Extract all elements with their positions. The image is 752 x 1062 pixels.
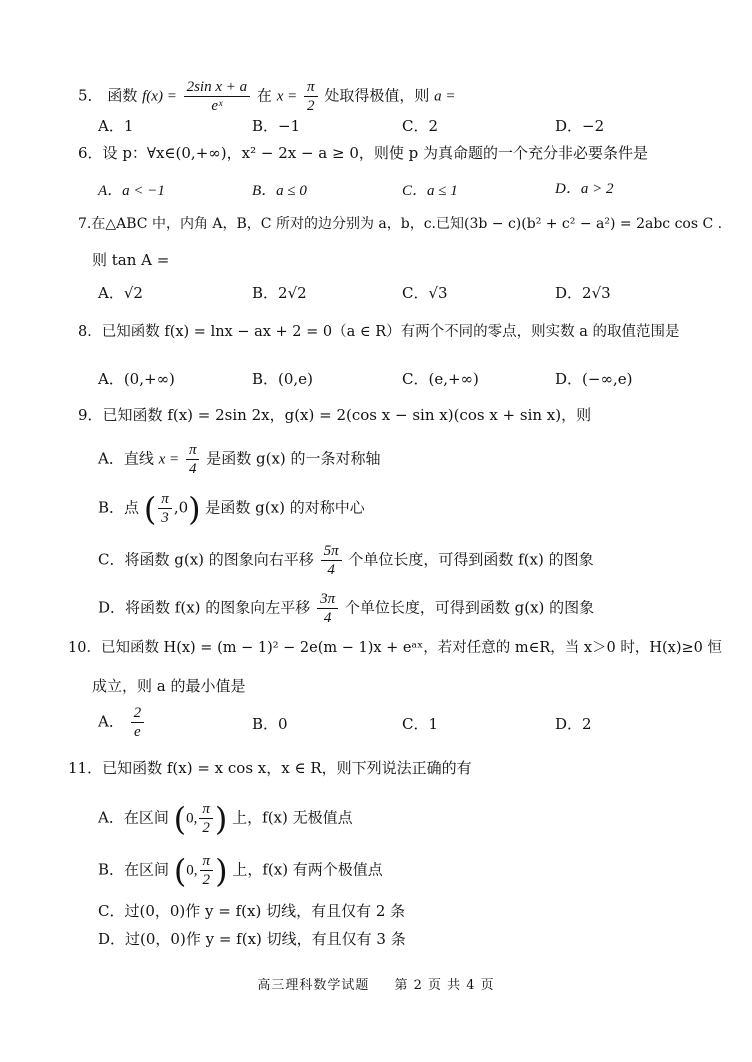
option-c: C．a ≤ 1 — [402, 183, 458, 199]
question-7 — [78, 214, 722, 234]
question-text: 已知函数 H(x) = (m − 1)² − 2e(m − 1)x + eᵃˣ，若对任意的 m∈R，当 x＞0 时，H(x)≥0 恒 — [100, 640, 722, 656]
question-text: 已知函数 f(x) = 2sin 2x，g(x) = 2(cos x − sin x)(cos x + sin x)，则 — [102, 406, 592, 424]
option-d: D．−2 — [555, 117, 605, 135]
left-paren: ( — [173, 799, 187, 838]
option-c: C．过(0，0)作 y = f(x) 切线，有且仅有 2 条 — [98, 902, 406, 920]
fraction — [131, 704, 145, 741]
fraction — [200, 852, 214, 889]
fraction-numerator: π — [158, 490, 172, 509]
question-text: 已知函数 f(x) = lnx − ax + 2 = 0（a ∈ R）有两个不同的零点，则实数 a 的取值范围是 — [101, 324, 680, 340]
fraction-denominator: 3 — [161, 510, 169, 526]
right-paren: ) — [188, 489, 201, 528]
option-text: 个单位长度，可得到函数 g(x) 的图象 — [344, 598, 595, 617]
question-number: 6． — [78, 144, 103, 162]
option-text: A．在区间 — [98, 808, 169, 827]
fraction-denominator: 4 — [188, 461, 197, 477]
option-text: A．直线 — [98, 449, 154, 468]
option-b — [98, 490, 365, 527]
option-text: B．在区间 — [98, 860, 170, 879]
question-number: 9． — [78, 406, 103, 424]
fraction-denominator: e — [134, 724, 141, 740]
option-c: C．1 — [402, 715, 439, 733]
option-a: A．√2 — [98, 284, 143, 302]
fraction-denominator: 2 — [202, 820, 210, 836]
fraction-denominator: 2 — [307, 98, 315, 114]
fraction-denominator: 4 — [323, 610, 332, 626]
question-6 — [78, 143, 648, 163]
option-text: D．将函数 f(x) 的图象向左平移 — [98, 598, 311, 617]
option-c: C．(e,+∞) — [402, 370, 479, 388]
option-b — [98, 852, 383, 889]
question-text: 在 — [256, 86, 272, 105]
fraction — [186, 441, 200, 478]
question-10-cont: 成立，则 a 的最小值是 — [92, 677, 246, 695]
option-a — [98, 800, 353, 837]
option-b: B．a ≤ 0 — [252, 183, 307, 199]
option-b: B．(0,e) — [252, 370, 313, 388]
option-d: D．2 — [555, 715, 592, 733]
fraction-denominator: eˣ — [211, 98, 223, 114]
option-text: 上，f(x) 有两个极值点 — [232, 860, 383, 879]
fraction-numerator: 5π — [321, 542, 342, 561]
fraction-numerator: π — [304, 78, 318, 97]
right-paren: ) — [214, 799, 228, 838]
option-a: A．a < −1 — [98, 183, 165, 199]
math-expr: ,0 — [173, 498, 189, 517]
option-b: B．−1 — [252, 117, 301, 135]
question-number: 10． — [68, 640, 101, 656]
fraction — [304, 78, 318, 115]
option-d: D．(−∞,e) — [555, 370, 633, 388]
page-footer — [0, 974, 752, 993]
fraction-denominator: 4 — [327, 562, 335, 578]
option-text: 是函数 g(x) 的一条对称轴 — [206, 449, 381, 468]
question-text: 已知函数 f(x) = x cos x，x ∈ R，则下列说法正确的有 — [102, 759, 472, 777]
option-a: A．1 — [98, 117, 134, 135]
option-d: D．过(0，0)作 y = f(x) 切线，有且仅有 3 条 — [98, 930, 406, 948]
fraction — [184, 78, 251, 115]
right-paren: ) — [215, 851, 228, 890]
question-text: 函数 — [107, 86, 138, 105]
option-d: D．2√3 — [555, 284, 611, 302]
question-8 — [78, 322, 679, 342]
option-b: B．2√2 — [252, 284, 307, 302]
math-expr: 0, — [186, 810, 198, 827]
option-d: D．a > 2 — [555, 181, 614, 197]
option-d — [98, 590, 594, 627]
question-11 — [68, 758, 472, 778]
math-expr: x = — [158, 451, 180, 468]
question-number: 11． — [68, 759, 103, 777]
option-text: B．点 — [98, 498, 140, 517]
footer-title: 高三理科数学试题 — [257, 978, 370, 993]
fraction-numerator: π — [199, 800, 213, 819]
option-a: A．(0,+∞) — [98, 370, 175, 388]
option-text: 个单位长度，可得到函数 f(x) 的图象 — [348, 550, 594, 569]
question-number: 5． — [78, 86, 103, 105]
question-10 — [68, 638, 722, 658]
math-expr: f(x) = — [142, 88, 177, 105]
fraction — [199, 800, 213, 837]
math-expr: a = — [434, 88, 456, 105]
question-7-cont: 则 tan A = — [92, 251, 170, 269]
math-expr: 0, — [186, 862, 198, 879]
fraction — [321, 542, 342, 579]
math-expr: x = — [276, 88, 298, 105]
question-text: 设 p：∀x∈(0,+∞)，x² − 2x − a ≥ 0，则使 p 为真命题的一个充分非必要条件是 — [102, 144, 649, 162]
footer-page-number: 第 2 页 共 4 页 — [394, 978, 495, 993]
option-text: C．将函数 g(x) 的图象向右平移 — [98, 550, 314, 569]
question-number: 7. — [78, 216, 92, 232]
option-b: B．0 — [252, 715, 288, 733]
fraction-denominator: 2 — [202, 872, 211, 888]
option-text: A． — [98, 712, 124, 731]
left-paren: ( — [143, 489, 157, 528]
fraction-numerator: 2 — [131, 704, 145, 723]
fraction-numerator: π — [186, 441, 200, 460]
fraction-numerator: π — [200, 852, 214, 871]
fraction — [158, 490, 172, 527]
fraction-numerator: 3π — [317, 590, 338, 609]
fraction — [317, 590, 338, 627]
option-a — [98, 441, 381, 478]
question-5 — [78, 78, 456, 115]
question-number: 8． — [78, 324, 102, 340]
option-a — [98, 704, 146, 741]
option-text: 是函数 g(x) 的对称中心 — [205, 498, 365, 517]
left-paren: ( — [173, 851, 187, 890]
question-9 — [78, 405, 591, 425]
fraction-numerator: 2sin x + a — [184, 78, 251, 97]
option-c — [98, 542, 594, 579]
question-text: 在△ABC 中，内角 A，B，C 所对的边分别为 a，b，c.已知(3b − c)(b² + c² − a²) = 2abc cos C . — [91, 216, 723, 232]
option-text: 上，f(x) 无极值点 — [232, 808, 353, 827]
question-text: 处取得极值，则 — [324, 86, 430, 105]
option-c: C．√3 — [402, 284, 448, 302]
option-c: C．2 — [402, 117, 439, 135]
